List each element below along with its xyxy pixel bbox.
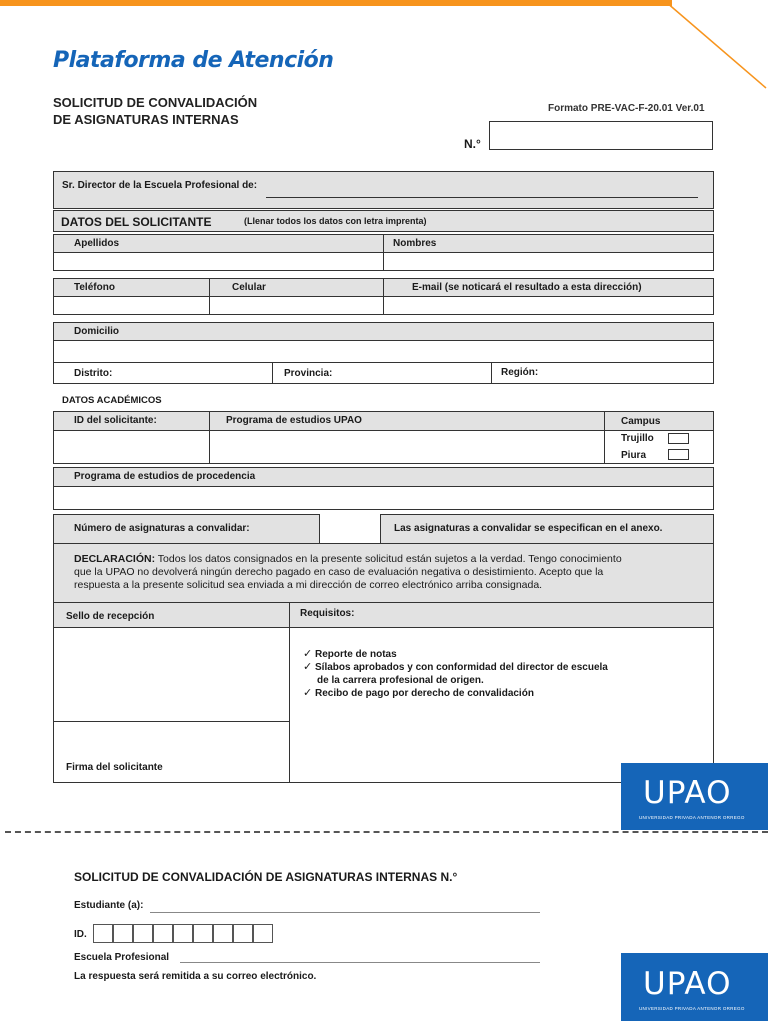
- celular-label: Celular: [232, 282, 266, 293]
- id-solicitante-label: ID del solicitante:: [74, 415, 157, 426]
- slip-id-label: ID.: [74, 929, 87, 940]
- top-orange-bar: [0, 0, 672, 6]
- num-asignaturas-label: Número de asignaturas a convalidar:: [74, 523, 250, 534]
- divider: [383, 279, 384, 297]
- programa-upao-label: Programa de estudios UPAO: [226, 415, 362, 426]
- divider: [209, 279, 210, 297]
- id-digit-box[interactable]: [173, 924, 193, 943]
- number-label: N.°: [464, 137, 481, 151]
- director-label: Sr. Director de la Escuela Profesional de:: [62, 180, 258, 191]
- academic-section-title: DATOS ACADÉMICOS: [62, 395, 162, 406]
- slip-title: SOLICITUD DE CONVALIDACIÓN DE ASIGNATURAS INTERNAS N.°: [74, 870, 458, 884]
- asignaturas-row: [53, 514, 714, 544]
- upao-logo-text: UPAO: [643, 966, 732, 1002]
- num-asignaturas-field[interactable]: [319, 514, 381, 544]
- academic-input-row: [53, 430, 714, 464]
- programa-procedencia-label: Programa de estudios de procedencia: [74, 471, 256, 482]
- requisito-item: [303, 661, 608, 674]
- id-digit-box[interactable]: [233, 924, 253, 943]
- declaration-line3: respuesta a la presente solicitud sea enviada a mi dirección de correo electrónico arriba consignada.: [74, 579, 543, 591]
- contact-header-row: [53, 278, 714, 297]
- declaration-text: [74, 553, 622, 592]
- anexo-note: Las asignaturas a convalidar se especifican en el anexo.: [394, 523, 663, 534]
- campus-label: Campus: [621, 416, 661, 427]
- apellidos-label: Apellidos: [74, 238, 120, 249]
- domicilio-field[interactable]: [53, 340, 714, 363]
- applicant-section-title: DATOS DEL SOLICITANTE: [61, 215, 212, 229]
- applicant-section-header: [53, 210, 714, 232]
- region-label: Región:: [501, 367, 539, 378]
- number-field[interactable]: [489, 121, 713, 150]
- sello-area[interactable]: [54, 628, 288, 721]
- document-title-line2: DE ASIGNATURAS INTERNAS: [53, 112, 239, 127]
- document-title-line1: SOLICITUD DE CONVALIDACIÓN: [53, 95, 258, 110]
- id-digit-box[interactable]: [253, 924, 273, 943]
- domicilio-header-row: [53, 322, 714, 341]
- domicilio-label: Domicilio: [74, 326, 120, 337]
- slip-estudiante-line[interactable]: [150, 912, 540, 913]
- requisitos-list: [303, 648, 608, 700]
- divider: [272, 363, 273, 384]
- names-input-row: [53, 252, 714, 271]
- slip-respuesta-note: La respuesta será remitida a su correo electrónico.: [74, 971, 317, 982]
- id-digit-box[interactable]: [213, 924, 233, 943]
- upao-logo-subtitle: UNIVERSIDAD PRIVADA ANTENOR ORREGO: [639, 815, 745, 820]
- firma-label: Firma del solicitante: [66, 762, 163, 773]
- slip-escuela-label: Escuela Profesional: [74, 952, 170, 963]
- divider: [289, 628, 290, 783]
- declaration-title: DECLARACIÓN:: [74, 553, 156, 565]
- requisito-item-continuation: de la carrera profesional de origen.: [317, 675, 484, 686]
- director-row: [53, 171, 714, 209]
- director-line[interactable]: [266, 197, 698, 198]
- telefono-field[interactable]: [54, 297, 209, 314]
- divider: [491, 363, 492, 384]
- email-field[interactable]: [384, 297, 713, 314]
- slip-escuela-line[interactable]: [180, 962, 540, 963]
- id-digit-box[interactable]: [153, 924, 173, 943]
- divider: [209, 412, 210, 431]
- requisito-item: [303, 648, 608, 661]
- id-solicitante-field[interactable]: [54, 431, 209, 463]
- divider: [383, 235, 384, 253]
- id-digit-box[interactable]: [133, 924, 153, 943]
- firma-area[interactable]: [54, 722, 288, 782]
- brand-title: Plataforma de Atención: [53, 48, 334, 73]
- location-row: [53, 362, 714, 384]
- format-code: Formato PRE-VAC-F-20.01 Ver.01: [548, 103, 705, 114]
- slip-estudiante-label: Estudiante (a):: [74, 900, 144, 911]
- celular-field[interactable]: [210, 297, 383, 314]
- requisitos-label: Requisitos:: [300, 608, 355, 619]
- nombres-field[interactable]: [384, 253, 713, 270]
- document-title: [53, 94, 257, 128]
- declaration-line1: Todos los datos consignados en la presente solicitud están sujetos a la verdad. Tengo conocimiento: [155, 553, 622, 565]
- upao-logo-subtitle: UNIVERSIDAD PRIVADA ANTENOR ORREGO: [639, 1006, 745, 1011]
- nombres-label: Nombres: [393, 238, 437, 249]
- cut-line: [5, 831, 768, 833]
- procedencia-header-row: [53, 467, 714, 487]
- sello-label: Sello de recepción: [66, 611, 155, 622]
- applicant-section-note: (Llenar todos los datos con letra imprenta): [244, 216, 427, 226]
- corner-fold-decoration: [660, 0, 768, 92]
- checkmark-icon: ✓: [303, 648, 313, 660]
- distrito-label: Distrito:: [74, 368, 113, 379]
- programa-upao-field[interactable]: [210, 431, 604, 463]
- divider: [289, 603, 290, 628]
- divider: [604, 431, 605, 463]
- id-digit-box[interactable]: [113, 924, 133, 943]
- id-digit-box[interactable]: [93, 924, 113, 943]
- telefono-label: Teléfono: [74, 282, 115, 293]
- provincia-label: Provincia:: [284, 368, 333, 379]
- declaration-line2: que la UPAO no devolverá ningún derecho pagado en caso de evaluación negativa o desistimiento. Acepto que la: [74, 566, 604, 578]
- campus-piura-checkbox[interactable]: [668, 449, 689, 460]
- requisito-text: Reporte de notas: [315, 649, 397, 660]
- sello-requisitos-header: [53, 602, 714, 628]
- campus-trujillo-checkbox[interactable]: [668, 433, 689, 444]
- apellidos-field[interactable]: [54, 253, 383, 270]
- checkmark-icon: ✓: [303, 687, 313, 699]
- requisito-item: [303, 687, 608, 700]
- email-label: E-mail (se noticará el resultado a esta dirección): [412, 282, 642, 293]
- names-header-row: [53, 234, 714, 253]
- campus-option-trujillo-label: Trujillo: [621, 433, 654, 444]
- academic-header-row: [53, 411, 714, 431]
- requisito-text: Recibo de pago por derecho de convalidación: [315, 688, 534, 699]
- upao-logo-slip: [621, 953, 768, 1021]
- programa-procedencia-field[interactable]: [53, 486, 714, 510]
- upao-logo-text: UPAO: [643, 775, 732, 811]
- id-digit-box[interactable]: [193, 924, 213, 943]
- declaration-box: [53, 543, 714, 603]
- checkmark-icon: ✓: [303, 661, 313, 673]
- contact-input-row: [53, 296, 714, 315]
- sello-requisitos-body: [53, 627, 714, 783]
- divider: [604, 412, 605, 431]
- upao-logo: [621, 763, 768, 830]
- campus-option-piura-label: Piura: [621, 450, 647, 461]
- requisito-text: Sílabos aprobados y con conformidad del director de escuela: [315, 662, 608, 673]
